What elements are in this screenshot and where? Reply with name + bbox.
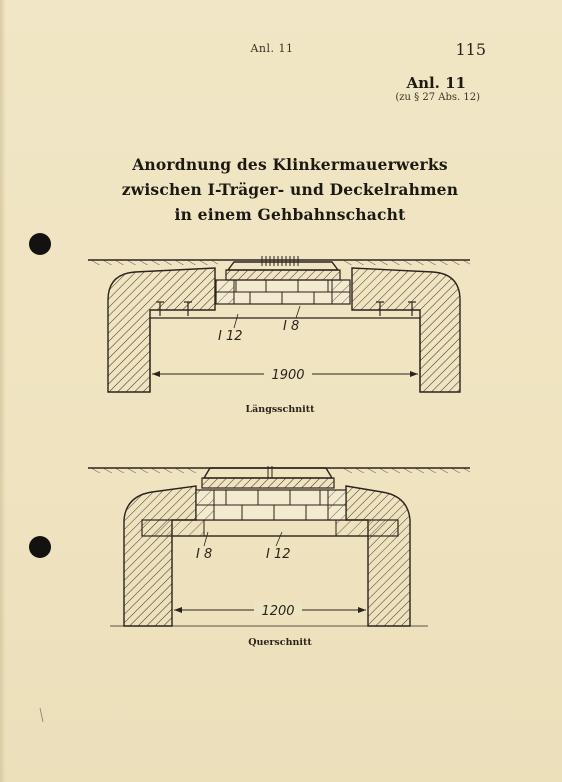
title-line-1: Anordnung des Klinkermauerwerks (132, 155, 448, 174)
fig1-caption: Längsschnitt (245, 404, 315, 415)
page-number: 115 (455, 40, 486, 59)
title-line-3: in einem Gehbahnschacht (174, 205, 406, 224)
fig1-beam-label-left: I 12 (218, 329, 243, 344)
fig2-caption: Querschnitt (248, 637, 312, 648)
figure-cross-section (88, 466, 470, 626)
annex-label: Anl. 11 (406, 74, 466, 92)
fig1-dimension-label: 1900 (271, 368, 305, 383)
annex-reference: (zu § 27 Abs. 12) (395, 92, 480, 103)
fig2-beam-label-right: I 12 (266, 547, 291, 562)
title-line-2: zwischen I-Träger- und Deckelrahmen (121, 180, 459, 199)
fig1-beam-label-right: I 8 (283, 319, 300, 334)
margin-mark (40, 708, 43, 722)
fig2-beam-label-left: I 8 (196, 547, 213, 562)
figure-longitudinal-section (88, 256, 470, 392)
running-header: Anl. 11 (250, 42, 294, 55)
fig2-dimension-label: 1200 (261, 604, 295, 619)
